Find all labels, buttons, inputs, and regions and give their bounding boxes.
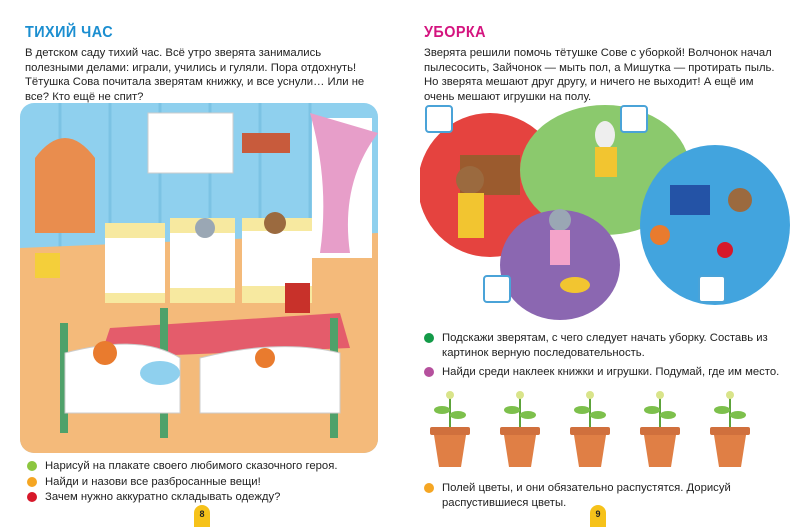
flower-pots-illustration	[425, 385, 775, 475]
cleaning-illustration	[420, 105, 790, 320]
red-bullet-icon	[27, 492, 37, 502]
sticker-placeholder-2[interactable]	[620, 105, 648, 133]
nap-time-illustration	[20, 103, 378, 453]
flowers-task	[424, 481, 784, 511]
sticker-placeholder-1[interactable]	[425, 105, 453, 133]
task-text: Зачем нужно аккуратно складывать одежду?	[45, 491, 281, 503]
green-bullet-icon	[424, 333, 434, 343]
task-item	[27, 459, 387, 474]
task-item	[424, 331, 784, 360]
task-item	[424, 365, 784, 380]
page-number: 9	[590, 505, 606, 527]
page-title: ТИХИЙ ЧАС	[25, 24, 114, 41]
task-text: Найди среди наклеек книжки и игрушки. Подумай, где им место.	[442, 366, 780, 378]
task-item	[424, 481, 784, 510]
task-text: Нарисуй на плакате своего любимого сказочного героя.	[45, 460, 338, 472]
right-page	[400, 0, 800, 527]
sticker-placeholder-3[interactable]	[483, 275, 511, 303]
task-item	[27, 490, 387, 505]
orange-bullet-icon	[27, 477, 37, 487]
task-list	[424, 331, 784, 381]
green-bullet-icon	[27, 461, 37, 471]
intro-text: В детском саду тихий час. Всё утро зверята занимались полезными делами: играли, учились и гуляли. Пора отдохнуть! Тётушка Сова почитала зверятам книжку, и все уснули… Или не все? Кто ещё не спит?	[25, 47, 365, 103]
task-text: Найди и назови все разбросанные вещи!	[45, 475, 261, 488]
task-item	[27, 475, 387, 490]
task-text: Полей цветы, и они обязательно распустятся. Дорисуй распустившиеся цветы.	[442, 482, 731, 509]
sticker-placeholder-4[interactable]	[698, 275, 726, 303]
page-title: УБОРКА	[424, 24, 487, 41]
orange-bullet-icon	[424, 483, 434, 493]
page-number: 8	[194, 505, 210, 527]
intro-text: Зверята решили помочь тётушке Сове с уборкой! Волчонок начал пылесосить, Зайчонок — мыть пол, а Мишутка — протирать пыль. Но зверята мешают друг другу, и ничего не выходит! А ещё им очень мешают игрушки на полу.	[424, 47, 775, 103]
task-list	[27, 459, 387, 506]
task-text: Подскажи зверятам, с чего следует начать уборку. Составь из картинок верную последовательность.	[442, 332, 768, 359]
purple-bullet-icon	[424, 367, 434, 377]
